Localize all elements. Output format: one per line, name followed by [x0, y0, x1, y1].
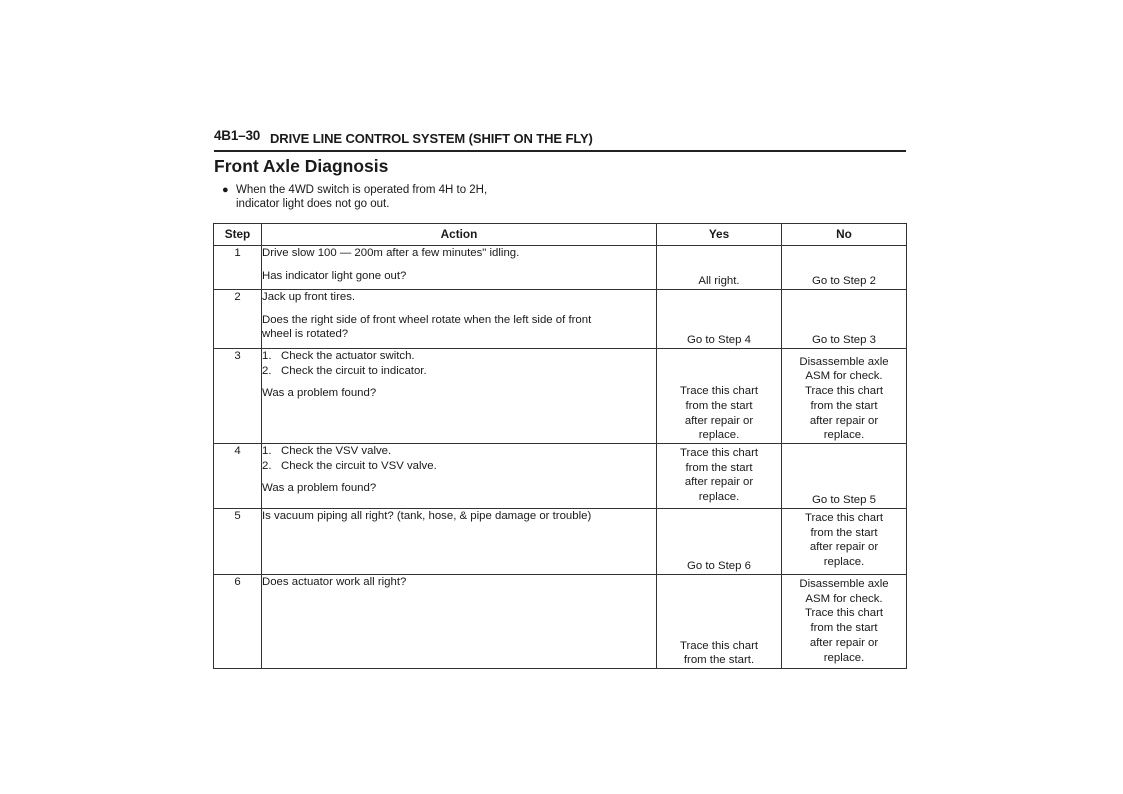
action-cell [262, 444, 657, 509]
step-number: 2 [214, 290, 262, 349]
step-number: 1 [214, 246, 262, 290]
action-item [262, 349, 656, 364]
step-number: 6 [214, 575, 262, 669]
action-cell [262, 246, 657, 290]
table-row [214, 444, 907, 509]
no-cell [782, 575, 907, 669]
header-action: Action [262, 224, 657, 246]
table-row [214, 575, 907, 669]
diagnosis-table [213, 223, 907, 669]
no-cell [782, 444, 907, 509]
yes-cell [657, 509, 782, 575]
no-cell [782, 349, 907, 444]
item-text: Check the circuit to indicator. [281, 364, 427, 377]
yes-cell [657, 444, 782, 509]
yes-cell [657, 575, 782, 669]
bullet-dot: ● [222, 184, 229, 196]
page-number: 4B1–30 [214, 128, 261, 143]
no-text: Go to Step 5 [812, 494, 876, 507]
action-text: Is vacuum piping all right? (tank, hose, & pipe damage or trouble) [262, 510, 592, 522]
action-cell [262, 509, 657, 575]
table-row [214, 509, 907, 575]
yes-text: Trace this chart from the start after repair or replace. [679, 447, 759, 504]
section-title: Front Axle Diagnosis [214, 156, 389, 176]
item-number: 2. [262, 459, 272, 472]
action-cell [262, 349, 657, 444]
table-row [214, 290, 907, 349]
item-number: 1. [262, 350, 272, 362]
item-text: Check the VSV valve. [281, 445, 392, 457]
yes-text: Trace this chart from the start after repair or replace. [679, 385, 759, 442]
no-text: Disassemble axle ASM for check. Trace this chart from the start after repair or replace. [799, 355, 889, 442]
no-text: Go to Step 2 [812, 275, 876, 288]
yes-cell [657, 290, 782, 349]
question-text: Does the right side of front wheel rotate when the left side of front wheel is rotated? [262, 313, 592, 341]
table-row [214, 246, 907, 290]
condition-text: When the 4WD switch is operated from 4H to 2H, indicator light does not go out. [236, 184, 488, 210]
action-text: Does actuator work all right? [262, 576, 407, 588]
no-cell [782, 509, 907, 575]
header-step: Step [214, 224, 262, 246]
yes-text: All right. [698, 275, 740, 288]
step-number: 4 [214, 444, 262, 509]
table-row [214, 349, 907, 444]
question-text: Was a problem found? [262, 482, 377, 495]
item-number: 1. [262, 445, 272, 457]
question-text: Has indicator light gone out? [262, 269, 407, 282]
action-text: Jack up front tires. [262, 291, 356, 303]
action-item [262, 459, 656, 474]
chapter-title: DRIVE LINE CONTROL SYSTEM (SHIFT ON THE FLY) [270, 131, 593, 146]
no-text: Go to Step 3 [812, 334, 876, 347]
action-item [262, 444, 656, 459]
step-number: 3 [214, 349, 262, 444]
question-text: Was a problem found? [262, 387, 377, 400]
running-header [214, 128, 906, 152]
no-cell [782, 246, 907, 290]
yes-text: Go to Step 4 [687, 334, 751, 347]
action-item [262, 364, 656, 379]
no-cell [782, 290, 907, 349]
header-yes: Yes [657, 224, 782, 246]
no-text: Disassemble axle ASM for check. Trace this chart from the start after repair or replace. [799, 578, 889, 664]
item-number: 2. [262, 364, 272, 377]
yes-text: Trace this chart from the start. [679, 639, 759, 667]
no-text: Trace this chart from the start after repair or replace. [804, 512, 884, 569]
yes-cell [657, 349, 782, 444]
header-no: No [782, 224, 907, 246]
action-cell [262, 290, 657, 349]
condition-bullet [222, 183, 582, 211]
yes-text: Go to Step 6 [687, 560, 751, 573]
yes-cell [657, 246, 782, 290]
action-cell [262, 575, 657, 669]
item-text: Check the circuit to VSV valve. [281, 459, 437, 472]
table-header-row [214, 224, 907, 246]
step-number: 5 [214, 509, 262, 575]
item-text: Check the actuator switch. [281, 350, 415, 362]
action-text: Drive slow 100 — 200m after a few minutes" idling. [262, 247, 520, 259]
